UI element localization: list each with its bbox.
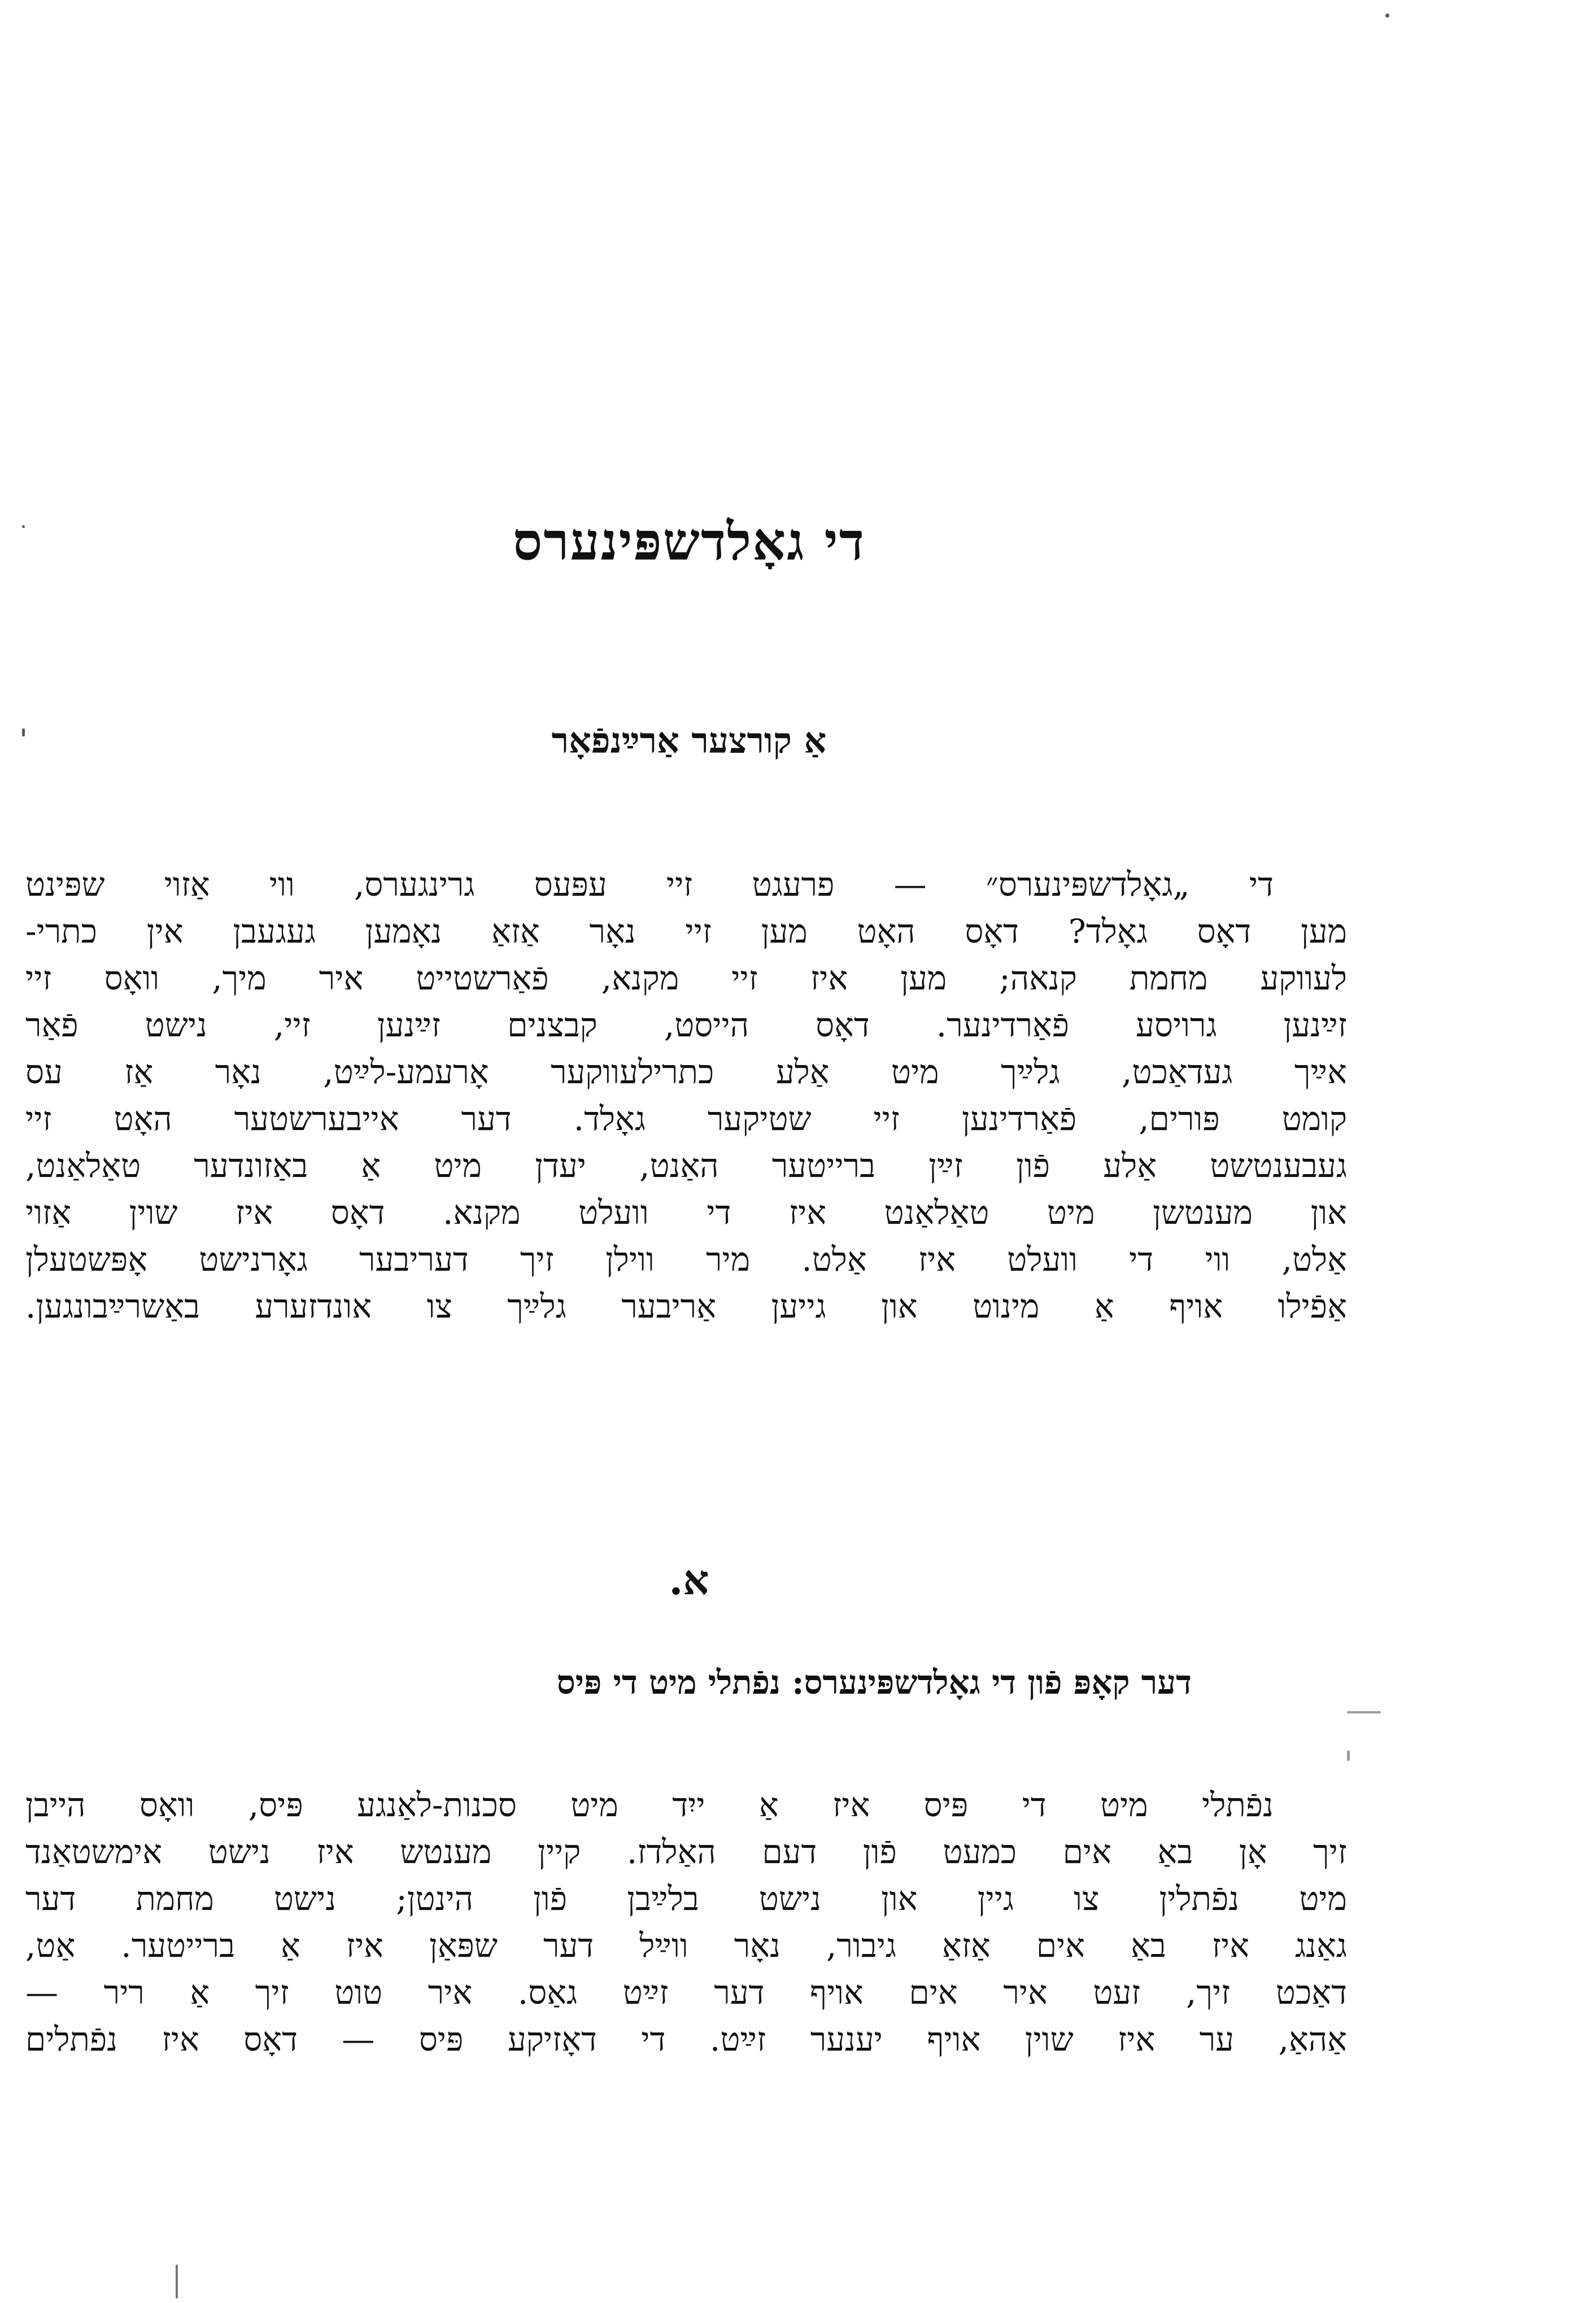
scan-speck xyxy=(1385,14,1389,18)
section-paragraph xyxy=(25,1782,1347,2063)
text-line: נפֿתלי מיט די פּיס איז אַ ייִד מיט סכנות-לאַנגע פּיס, וואָס הייבן xyxy=(25,1786,1274,1824)
section-heading: דער קאָפּ פֿון די גאָלדשפּינערס: נפֿתלי מיט די פּיס xyxy=(556,1663,1192,1702)
text-line: זײַנען גרויסע פֿאַרדינער. דאָס הייסט, קבצנים זײַנען זיי, נישט פֿאַר xyxy=(25,1006,1347,1044)
intro-paragraph xyxy=(25,861,1347,1330)
text-line: מיט נפֿתלין צו גיין און נישט בלײַבן פֿון הינטן; נישט מחמת דער xyxy=(25,1879,1347,1918)
text-line: און מענטשן מיט טאַלאַנט איז די וועלט מקנא. דאָס איז שוין אַזוי xyxy=(25,1193,1347,1232)
text-line: קומט פּורים, פֿאַרדינען זיי שטיקער גאָלד. דער אייבערשטער האָט זיי xyxy=(25,1100,1347,1138)
text-line: לעווקע מחמת קנאה; מען איז זיי מקנא, פֿאַרשטייט איר מיך, וואָס זיי xyxy=(25,959,1347,997)
chapter-subtitle: אַ קורצער אַרײַנפֿאָר xyxy=(551,720,827,761)
scan-speck xyxy=(1347,1711,1381,1713)
chapter-title: די גאָלדשפּינערס xyxy=(513,511,865,572)
scan-speck xyxy=(1347,1751,1350,1761)
text-line: אײַך געדאַכט, גלײַך מיט אַלע כתרילעווקער אָרעמע-לײַט, נאָר אַז עס xyxy=(25,1053,1347,1091)
text-line: מען דאָס גאָלד? דאָס האָט מען זיי נאָר אַזאַ נאָמען געגעבן אין כתרי- xyxy=(25,912,1347,950)
text-line: אַלט, ווי די וועלט איז אַלט. מיר ווילן זיך דעריבער גאָרנישט אָפּשטעלן xyxy=(25,1240,1347,1279)
section-letter: א. xyxy=(669,1556,709,1604)
text-line: זיך אָן באַ אים כמעט פֿון דעם האַלדז. קיין מענטש איז נישט אימשטאַנד xyxy=(25,1833,1347,1871)
text-line: גאַנג איז באַ אים אַזאַ גיבור, נאָר ווײַל דער שפּאַן איז אַ ברייטער. אַט, xyxy=(25,1926,1347,1965)
scan-speck xyxy=(176,2265,178,2298)
text-line: דאַכט זיך, זעט איר אים אויף דער זײַט גאַס. איר טוט זיך אַ ריר — xyxy=(25,1973,1347,2012)
text-line: געבענטשט אַלע פֿון זײַן ברייטער האַנט, יעדן מיט אַ באַזונדער טאַלאַנט, xyxy=(25,1146,1347,1185)
text-line: אַפֿילו אויף אַ מינוט און גייען אַריבער גלײַך צו אונדזערע באַשרײַבונגען. xyxy=(25,1287,1347,1325)
text-line: די „גאָלדשפּינערס״ — פרעגט זיי עפּעס גרינגערס, ווי אַזוי שפּינט xyxy=(25,865,1274,904)
text-line: אַהאַ, ער איז שוין אויף יענער זײַט. די דאָזיקע פּיס — דאָס איז נפֿתלים xyxy=(25,2020,1347,2058)
